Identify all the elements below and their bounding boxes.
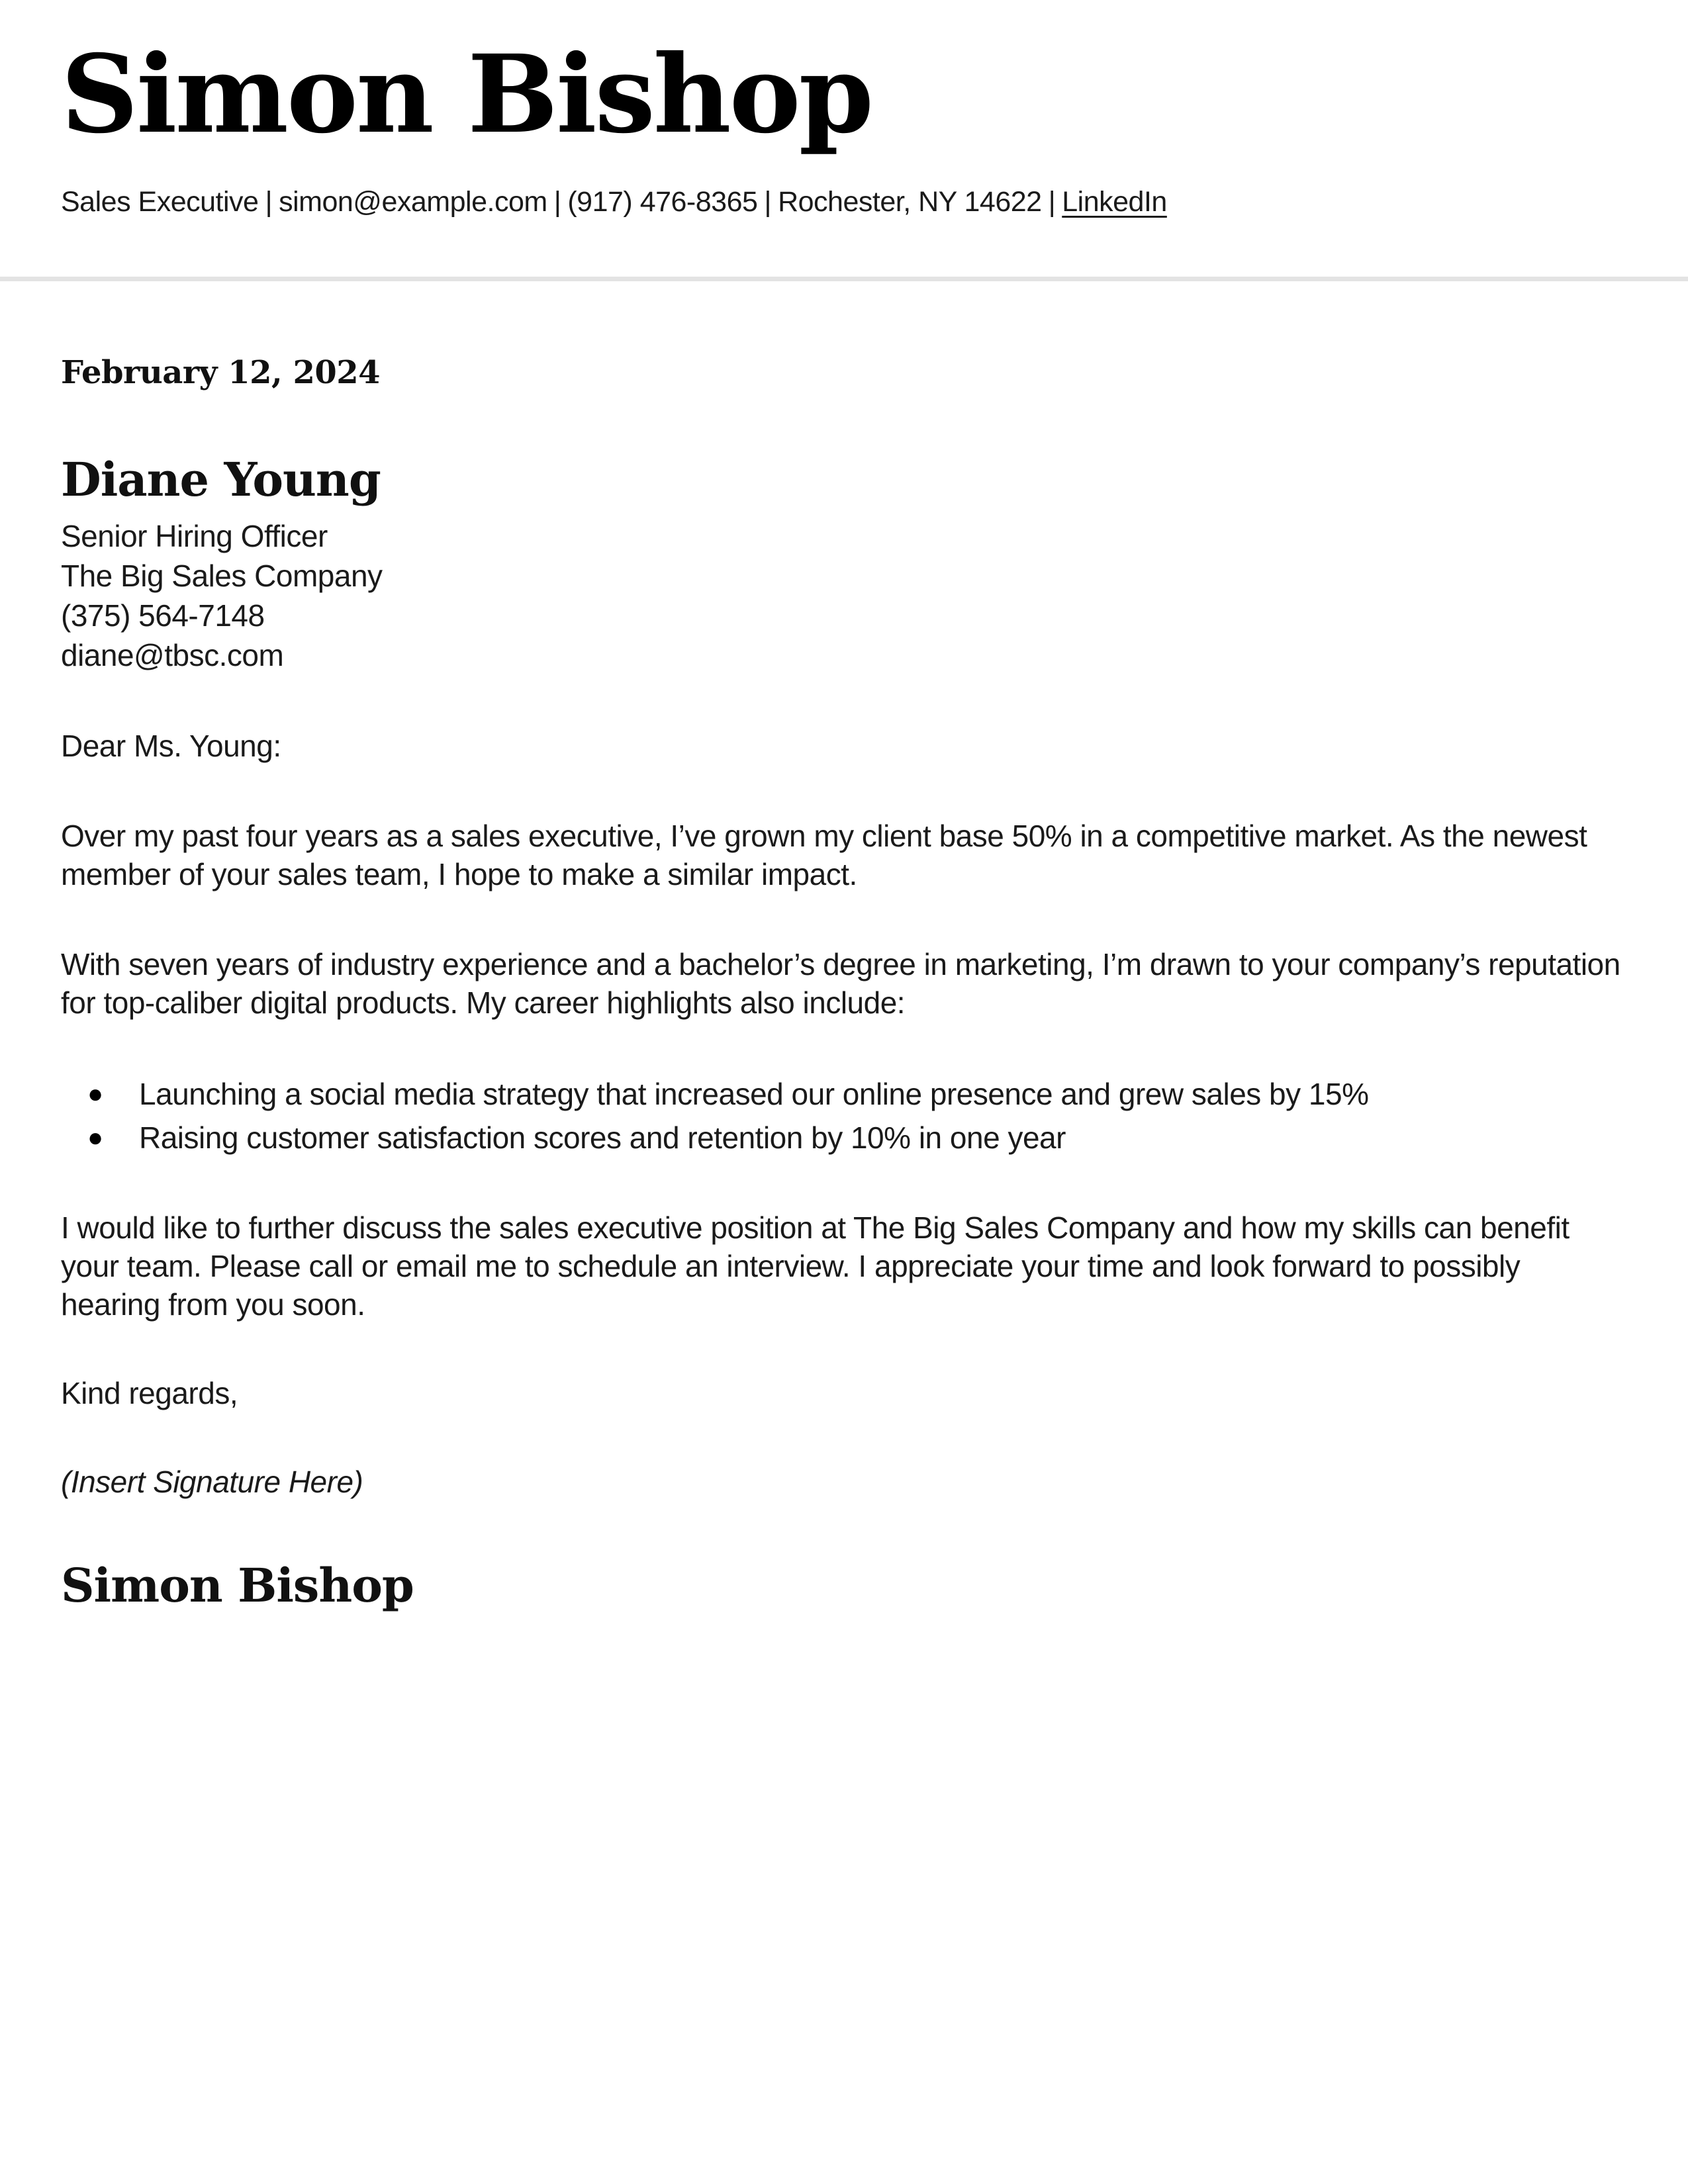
letter-date: February 12, 2024 bbox=[61, 353, 381, 391]
header-divider bbox=[0, 277, 1688, 281]
paragraph-experience: With seven years of industry experience and a bachelor’s degree in marketing, I’m drawn to your company’s reputation for top-caliber digital products. My career highlights also include: bbox=[61, 946, 1620, 1020]
bullet-text: Launching a social media strategy that increased our online presence and grew sales by 15% bbox=[139, 1076, 1369, 1111]
contact-line bbox=[61, 185, 1627, 220]
salutation: Dear Ms. Young: bbox=[61, 728, 281, 763]
highlights-list bbox=[61, 1075, 1627, 1157]
contact-separator: | bbox=[1048, 186, 1056, 218]
contact-phone: (917) 476-8365 bbox=[567, 186, 758, 218]
valediction: Kind regards, bbox=[61, 1375, 238, 1410]
recipient-block bbox=[61, 516, 1627, 675]
bullet-icon: ● bbox=[87, 1122, 103, 1152]
contact-separator: | bbox=[764, 186, 772, 218]
linkedin-link[interactable]: LinkedIn bbox=[1062, 186, 1167, 218]
contact-location: Rochester, NY 14622 bbox=[778, 186, 1042, 218]
closing-paragraph: I would like to further discuss the sales executive position at The Big Sales Company and how my skills can benefit your team. Please call or email me to schedule an interview. I appreciate your time and look forward to possibly hearing from you soon. bbox=[61, 1210, 1570, 1322]
recipient-email: diane@tbsc.com bbox=[61, 637, 284, 672]
recipient-title: Senior Hiring Officer bbox=[61, 518, 328, 553]
bullet-text: Raising customer satisfaction scores and retention by 10% in one year bbox=[139, 1120, 1066, 1155]
contact-separator: | bbox=[553, 186, 561, 218]
signature-placeholder: (Insert Signature Here) bbox=[61, 1464, 363, 1499]
contact-role: Sales Executive bbox=[61, 186, 259, 218]
list-item bbox=[61, 1075, 1627, 1113]
letterhead bbox=[0, 0, 1688, 220]
contact-email: simon@example.com bbox=[279, 186, 547, 218]
contact-separator: | bbox=[265, 186, 273, 218]
recipient-company: The Big Sales Company bbox=[61, 558, 383, 593]
bullet-icon: ● bbox=[87, 1079, 103, 1109]
letter-body bbox=[0, 281, 1688, 1613]
recipient-phone: (375) 564-7148 bbox=[61, 598, 265, 633]
recipient-name: Diane Young bbox=[61, 451, 381, 507]
signature-name: Simon Bishop bbox=[61, 1557, 414, 1613]
letterhead-name: Simon Bishop bbox=[61, 32, 872, 158]
list-item bbox=[61, 1118, 1627, 1157]
paragraph-intro: Over my past four years as a sales executive, I’ve grown my client base 50% in a competitive market. As the newest member of your sales team, I hope to make a similar impact. bbox=[61, 818, 1587, 891]
